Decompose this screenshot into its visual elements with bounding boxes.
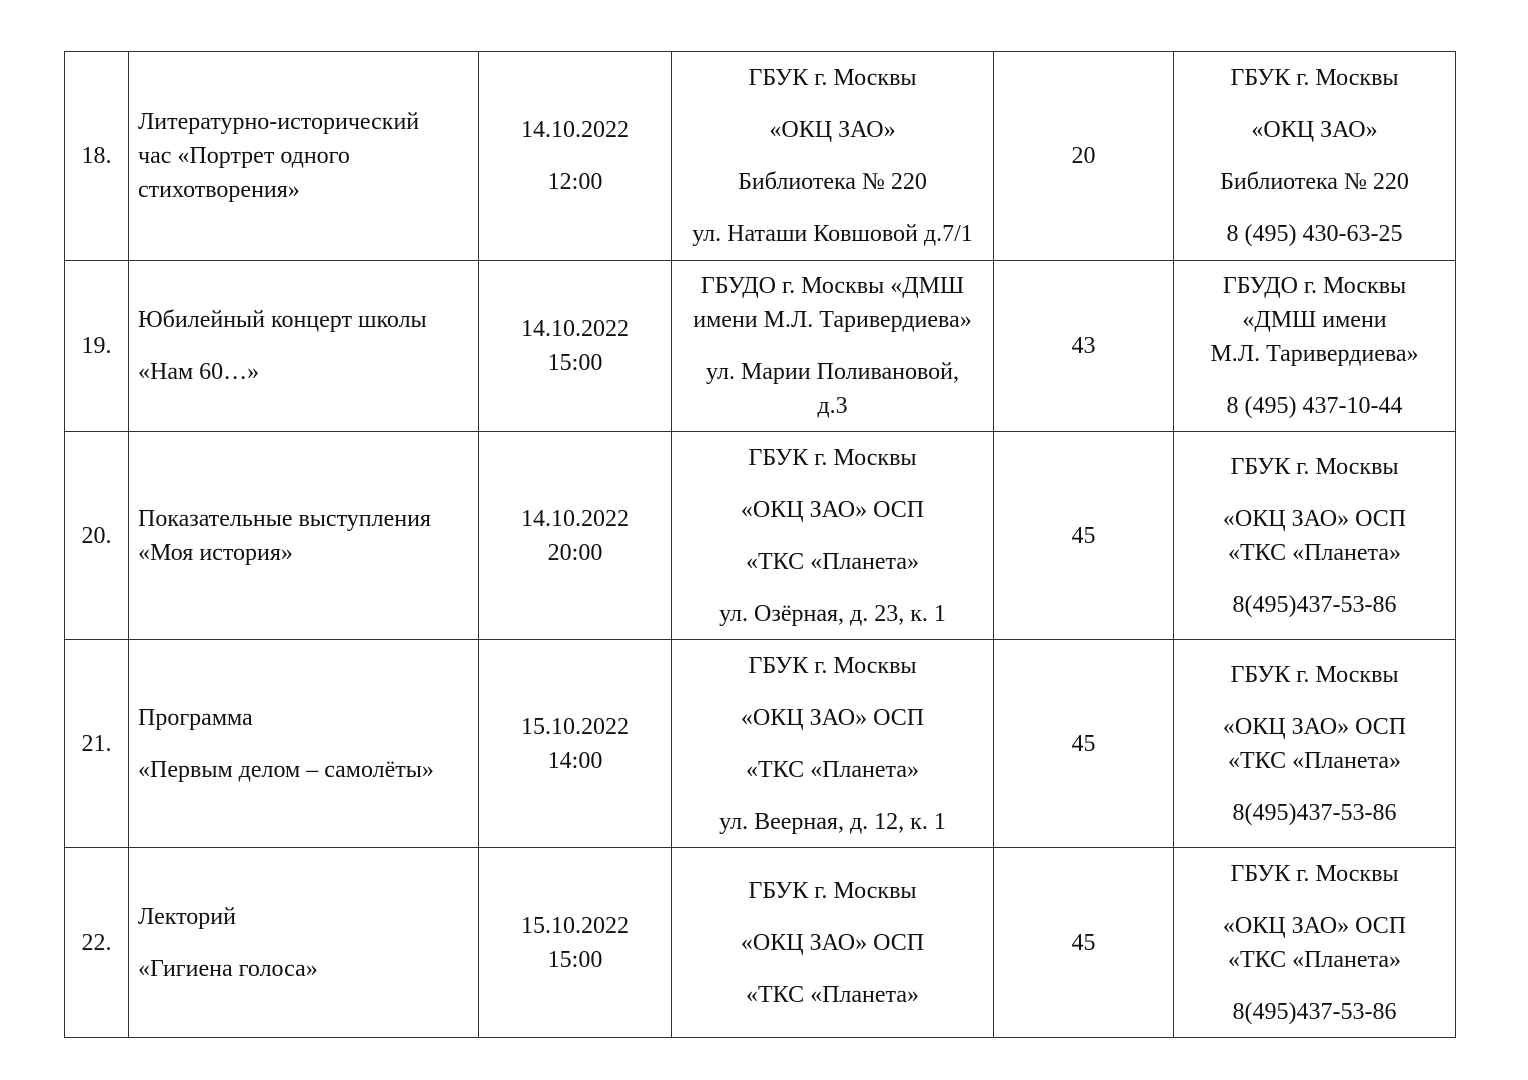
participant-count: 43 [994,261,1174,432]
table-row [65,848,1456,1038]
event-datetime: 15.10.2022 14:00 [479,640,672,848]
organizer-contact: ГБУДО г. Москвы «ДМШ имени М.Л. Таривердиева» 8 (495) 437-10-44 [1174,261,1456,432]
table-row [65,52,1456,261]
event-title: Юбилейный концерт школы «Нам 60…» [129,261,479,432]
event-datetime: 14.10.2022 12:00 [479,52,672,261]
row-number: 19. [65,261,129,432]
row-number: 22. [65,848,129,1038]
event-title: Лекторий «Гигиена голоса» [129,848,479,1038]
row-number: 21. [65,640,129,848]
event-venue: ГБУДО г. Москвы «ДМШ имени М.Л. Таривердиева» ул. Марии Поливановой, д.3 [672,261,994,432]
event-venue: ГБУК г. Москвы «ОКЦ ЗАО» ОСП «ТКС «Планета» [672,848,994,1038]
event-venue: ГБУК г. Москвы «ОКЦ ЗАО» ОСП «ТКС «Планета» ул. Озёрная, д. 23, к. 1 [672,432,994,640]
organizer-contact: ГБУК г. Москвы «ОКЦ ЗАО» ОСП «ТКС «Планета» 8(495)437-53-86 [1174,848,1456,1038]
participant-count: 45 [994,640,1174,848]
row-number: 20. [65,432,129,640]
event-datetime: 14.10.2022 15:00 [479,261,672,432]
participant-count: 45 [994,432,1174,640]
event-datetime: 15.10.2022 15:00 [479,848,672,1038]
row-number: 18. [65,52,129,261]
table-row [65,640,1456,848]
participant-count: 45 [994,848,1174,1038]
organizer-contact: ГБУК г. Москвы «ОКЦ ЗАО» ОСП «ТКС «Планета» 8(495)437-53-86 [1174,432,1456,640]
participant-count: 20 [994,52,1174,261]
event-title: Показательные выступления «Моя история» [129,432,479,640]
events-table [64,51,1456,1038]
event-venue: ГБУК г. Москвы «ОКЦ ЗАО» Библиотека № 220 ул. Наташи Ковшовой д.7/1 [672,52,994,261]
event-datetime: 14.10.2022 20:00 [479,432,672,640]
event-title: Программа «Первым делом – самолёты» [129,640,479,848]
event-venue: ГБУК г. Москвы «ОКЦ ЗАО» ОСП «ТКС «Планета» ул. Веерная, д. 12, к. 1 [672,640,994,848]
event-title: Литературно-исторический час «Портрет одного стихотворения» [129,52,479,261]
table-row [65,432,1456,640]
organizer-contact: ГБУК г. Москвы «ОКЦ ЗАО» Библиотека № 220 8 (495) 430-63-25 [1174,52,1456,261]
table-row [65,261,1456,432]
organizer-contact: ГБУК г. Москвы «ОКЦ ЗАО» ОСП «ТКС «Планета» 8(495)437-53-86 [1174,640,1456,848]
